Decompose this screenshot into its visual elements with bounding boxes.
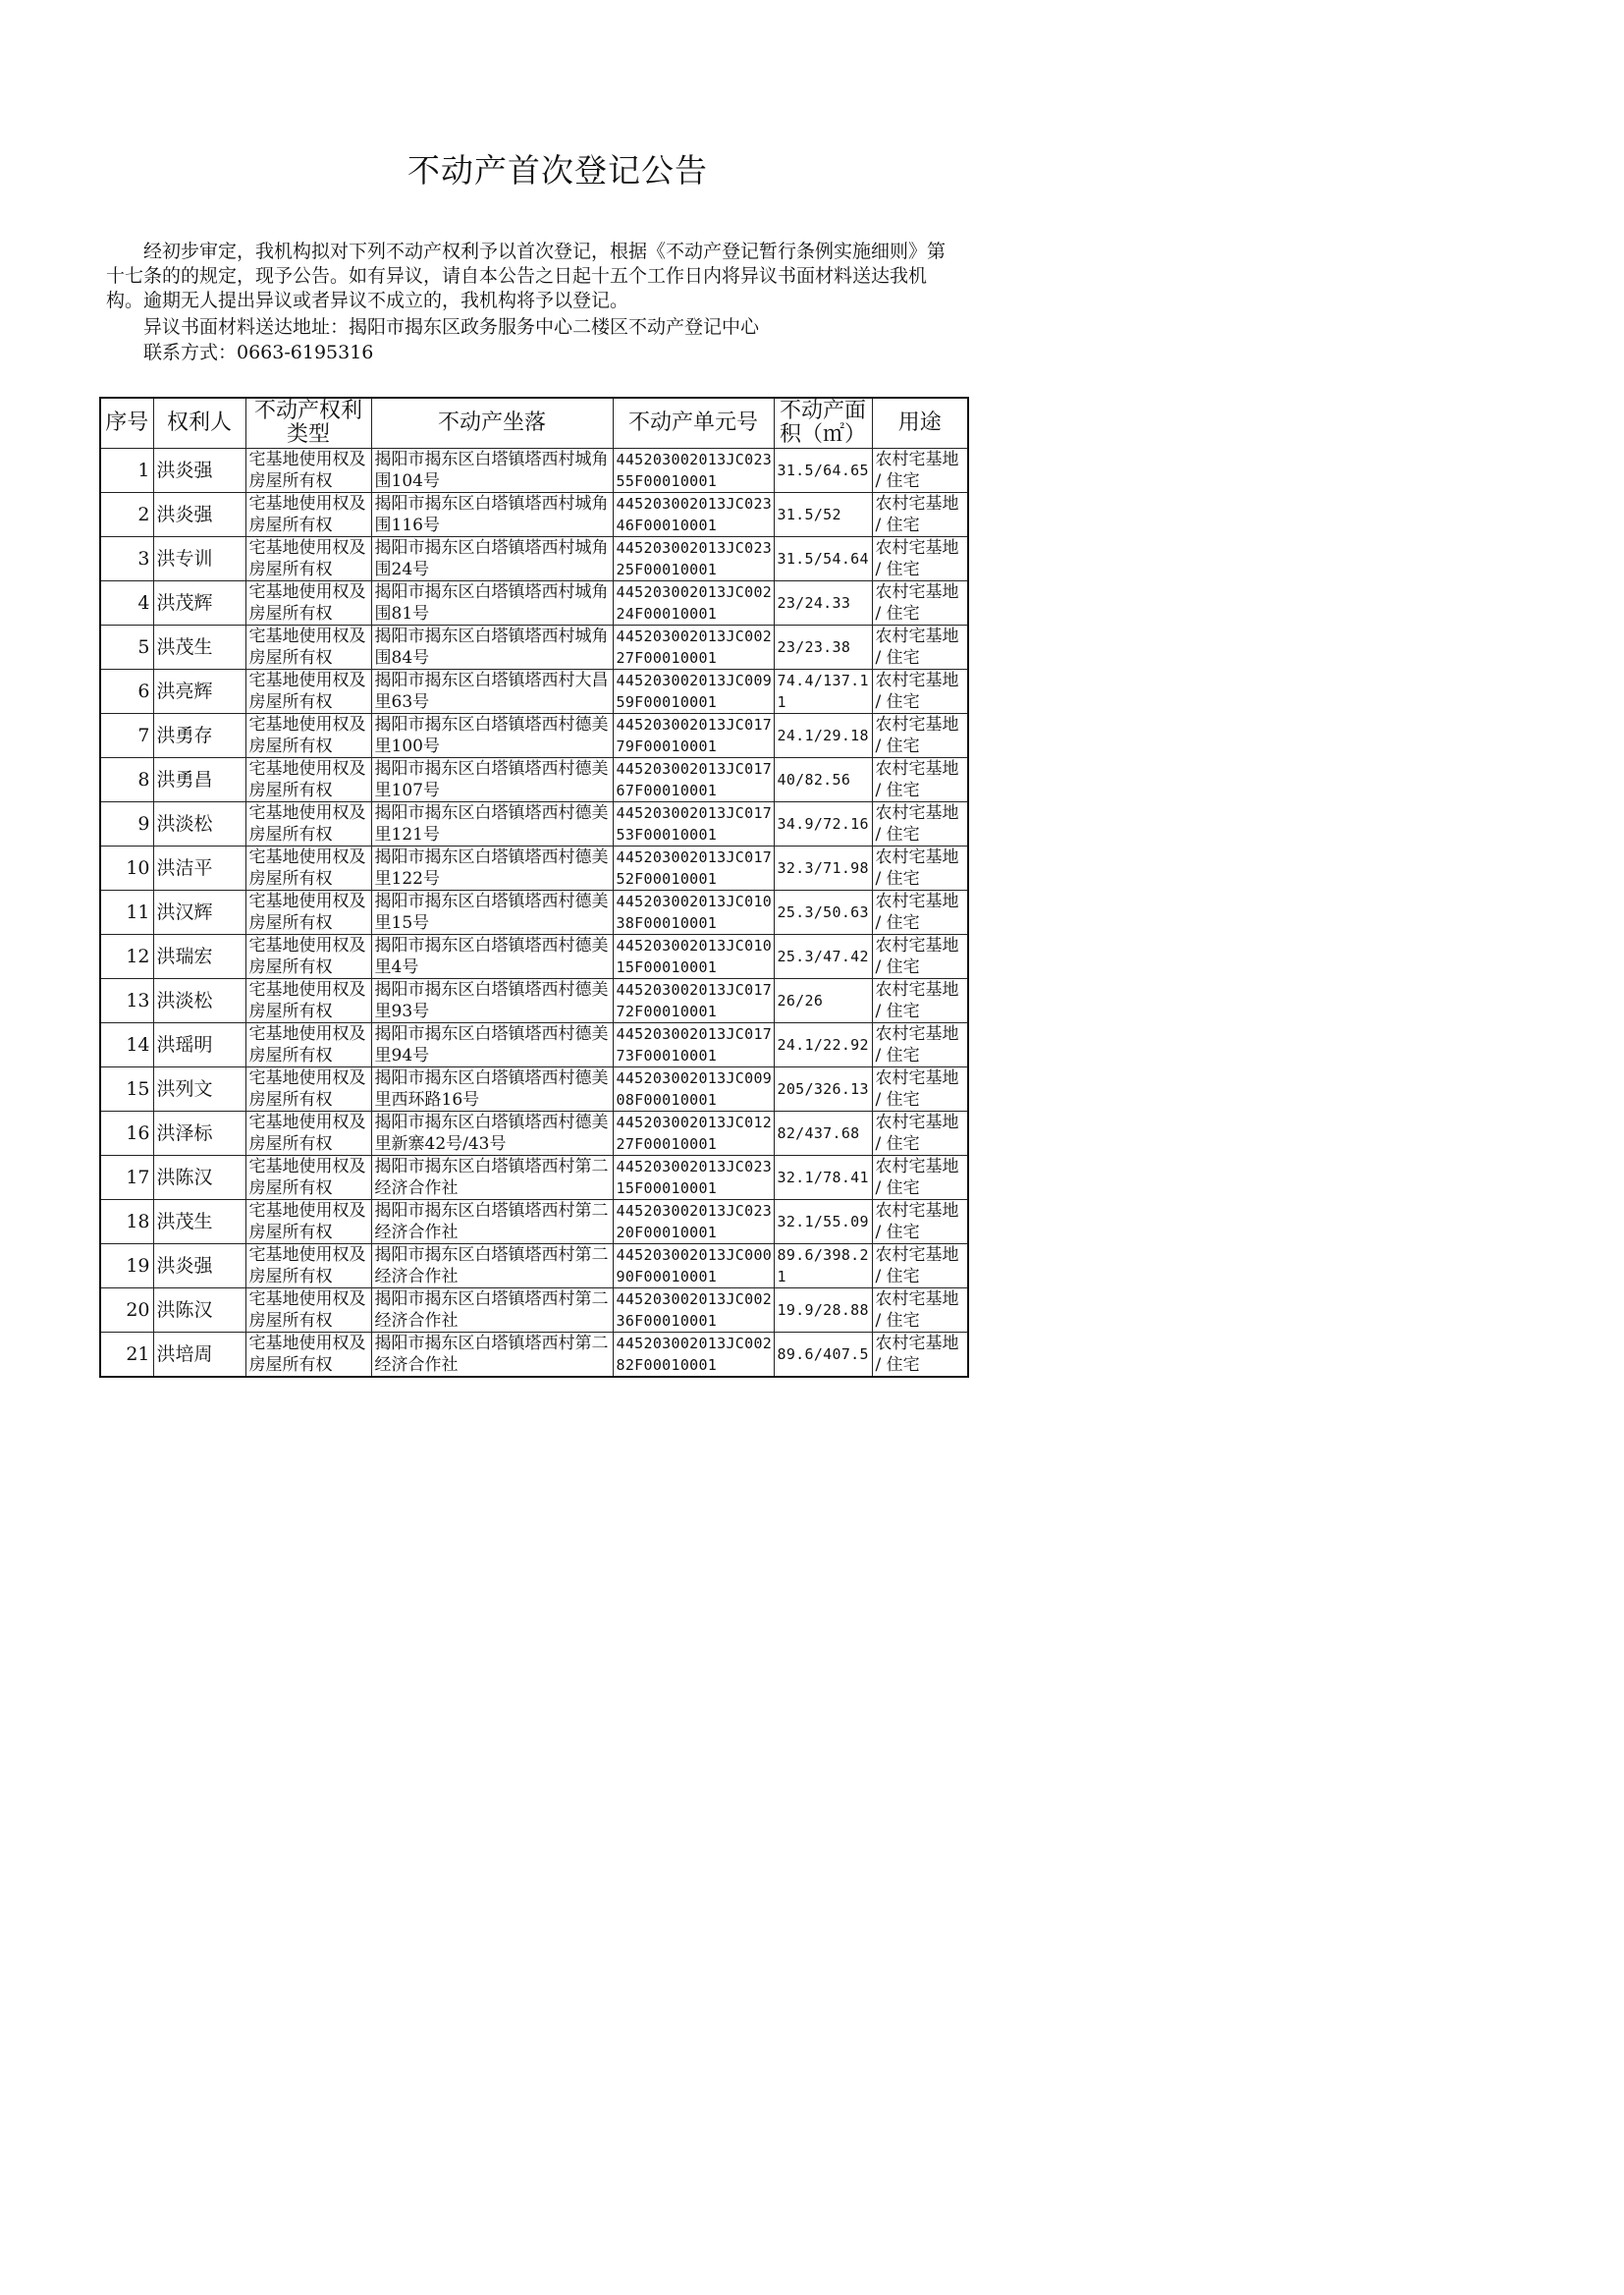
table-row (100, 1333, 968, 1378)
table-row (100, 802, 968, 847)
cell-seq: 13 (100, 979, 153, 1023)
cell-right-type: 宅基地使用权及房屋所有权 (245, 1112, 371, 1156)
cell-area: 24.1/29.18 (774, 714, 872, 758)
cell-seq: 20 (100, 1288, 153, 1333)
cell-use: 农村宅基地 / 住宅 (872, 1244, 968, 1288)
cell-owner: 洪淡松 (153, 979, 245, 1023)
cell-area: 89.6/407.5 (774, 1333, 872, 1378)
cell-location: 揭阳市揭东区白塔镇塔西村第二经济合作社 (371, 1156, 613, 1200)
cell-seq: 9 (100, 802, 153, 847)
cell-area: 19.9/28.88 (774, 1288, 872, 1333)
registration-table (99, 397, 969, 1378)
cell-seq: 10 (100, 847, 153, 891)
cell-unit-number: 445203002013JC00908F00010001 (613, 1067, 774, 1112)
cell-right-type: 宅基地使用权及房屋所有权 (245, 581, 371, 626)
cell-use: 农村宅基地 / 住宅 (872, 935, 968, 979)
table-row (100, 891, 968, 935)
cell-location: 揭阳市揭东区白塔镇塔西村城角围84号 (371, 626, 613, 670)
cell-owner: 洪瑞宏 (153, 935, 245, 979)
cell-seq: 14 (100, 1023, 153, 1067)
cell-unit-number: 445203002013JC01227F00010001 (613, 1112, 774, 1156)
cell-area: 40/82.56 (774, 758, 872, 802)
cell-unit-number: 445203002013JC01779F00010001 (613, 714, 774, 758)
cell-location: 揭阳市揭东区白塔镇塔西村城角围116号 (371, 493, 613, 537)
cell-owner: 洪勇存 (153, 714, 245, 758)
cell-seq: 6 (100, 670, 153, 714)
cell-right-type: 宅基地使用权及房屋所有权 (245, 1244, 371, 1288)
cell-area: 31.5/64.65 (774, 449, 872, 493)
table-row (100, 714, 968, 758)
cell-location: 揭阳市揭东区白塔镇塔西村第二经济合作社 (371, 1244, 613, 1288)
cell-right-type: 宅基地使用权及房屋所有权 (245, 1067, 371, 1112)
cell-location: 揭阳市揭东区白塔镇塔西村德美里西环路16号 (371, 1067, 613, 1112)
cell-seq: 7 (100, 714, 153, 758)
header-right-type: 不动产权利类型 (245, 398, 371, 449)
cell-use: 农村宅基地 / 住宅 (872, 1156, 968, 1200)
cell-use: 农村宅基地 / 住宅 (872, 891, 968, 935)
cell-owner: 洪泽标 (153, 1112, 245, 1156)
cell-use: 农村宅基地 / 住宅 (872, 979, 968, 1023)
table-row (100, 581, 968, 626)
cell-location: 揭阳市揭东区白塔镇塔西村德美里94号 (371, 1023, 613, 1067)
cell-seq: 5 (100, 626, 153, 670)
table-row (100, 1023, 968, 1067)
cell-unit-number: 445203002013JC02355F00010001 (613, 449, 774, 493)
cell-right-type: 宅基地使用权及房屋所有权 (245, 493, 371, 537)
cell-use: 农村宅基地 / 住宅 (872, 581, 968, 626)
table-row (100, 1244, 968, 1288)
cell-area: 32.1/55.09 (774, 1200, 872, 1244)
cell-owner: 洪炎强 (153, 449, 245, 493)
cell-location: 揭阳市揭东区白塔镇塔西村德美里4号 (371, 935, 613, 979)
cell-seq: 16 (100, 1112, 153, 1156)
table-row (100, 1067, 968, 1112)
cell-seq: 15 (100, 1067, 153, 1112)
table-row (100, 979, 968, 1023)
cell-unit-number: 445203002013JC00224F00010001 (613, 581, 774, 626)
cell-area: 26/26 (774, 979, 872, 1023)
cell-right-type: 宅基地使用权及房屋所有权 (245, 449, 371, 493)
cell-location: 揭阳市揭东区白塔镇塔西村大昌里63号 (371, 670, 613, 714)
table-row (100, 670, 968, 714)
cell-owner: 洪勇昌 (153, 758, 245, 802)
cell-owner: 洪培周 (153, 1333, 245, 1378)
cell-use: 农村宅基地 / 住宅 (872, 802, 968, 847)
cell-use: 农村宅基地 / 住宅 (872, 1067, 968, 1112)
cell-right-type: 宅基地使用权及房屋所有权 (245, 1156, 371, 1200)
header-seq: 序号 (100, 398, 153, 449)
table-row (100, 449, 968, 493)
cell-right-type: 宅基地使用权及房屋所有权 (245, 626, 371, 670)
table-row (100, 626, 968, 670)
cell-location: 揭阳市揭东区白塔镇塔西村德美里15号 (371, 891, 613, 935)
table-row (100, 935, 968, 979)
cell-seq: 12 (100, 935, 153, 979)
table-row (100, 493, 968, 537)
cell-location: 揭阳市揭东区白塔镇塔西村城角围81号 (371, 581, 613, 626)
cell-right-type: 宅基地使用权及房屋所有权 (245, 1023, 371, 1067)
cell-use: 农村宅基地 / 住宅 (872, 1288, 968, 1333)
cell-unit-number: 445203002013JC02346F00010001 (613, 493, 774, 537)
cell-area: 31.5/54.64 (774, 537, 872, 581)
cell-location: 揭阳市揭东区白塔镇塔西村城角围24号 (371, 537, 613, 581)
cell-unit-number: 445203002013JC02315F00010001 (613, 1156, 774, 1200)
cell-seq: 1 (100, 449, 153, 493)
cell-location: 揭阳市揭东区白塔镇塔西村德美里121号 (371, 802, 613, 847)
cell-unit-number: 445203002013JC00236F00010001 (613, 1288, 774, 1333)
table-row (100, 1288, 968, 1333)
cell-right-type: 宅基地使用权及房屋所有权 (245, 1288, 371, 1333)
cell-area: 23/24.33 (774, 581, 872, 626)
cell-owner: 洪淡松 (153, 802, 245, 847)
cell-unit-number: 445203002013JC01015F00010001 (613, 935, 774, 979)
cell-seq: 8 (100, 758, 153, 802)
cell-unit-number: 445203002013JC01773F00010001 (613, 1023, 774, 1067)
cell-right-type: 宅基地使用权及房屋所有权 (245, 891, 371, 935)
cell-use: 农村宅基地 / 住宅 (872, 493, 968, 537)
cell-owner: 洪茂生 (153, 1200, 245, 1244)
cell-location: 揭阳市揭东区白塔镇塔西村第二经济合作社 (371, 1288, 613, 1333)
cell-seq: 18 (100, 1200, 153, 1244)
cell-area: 82/437.68 (774, 1112, 872, 1156)
cell-area: 24.1/22.92 (774, 1023, 872, 1067)
header-area: 不动产面积（㎡） (774, 398, 872, 449)
cell-owner: 洪专训 (153, 537, 245, 581)
cell-use: 农村宅基地 / 住宅 (872, 449, 968, 493)
header-owner: 权利人 (153, 398, 245, 449)
cell-unit-number: 445203002013JC00282F00010001 (613, 1333, 774, 1378)
page-title: 不动产首次登记公告 (407, 151, 708, 190)
cell-right-type: 宅基地使用权及房屋所有权 (245, 1333, 371, 1378)
header-use: 用途 (872, 398, 968, 449)
cell-location: 揭阳市揭东区白塔镇塔西村第二经济合作社 (371, 1200, 613, 1244)
cell-area: 25.3/50.63 (774, 891, 872, 935)
cell-owner: 洪列文 (153, 1067, 245, 1112)
cell-use: 农村宅基地 / 住宅 (872, 537, 968, 581)
cell-location: 揭阳市揭东区白塔镇塔西村城角围104号 (371, 449, 613, 493)
cell-unit-number: 445203002013JC01038F00010001 (613, 891, 774, 935)
cell-location: 揭阳市揭东区白塔镇塔西村德美里107号 (371, 758, 613, 802)
cell-location: 揭阳市揭东区白塔镇塔西村德美里122号 (371, 847, 613, 891)
cell-area: 32.3/71.98 (774, 847, 872, 891)
cell-use: 农村宅基地 / 住宅 (872, 626, 968, 670)
cell-area: 23/23.38 (774, 626, 872, 670)
cell-seq: 17 (100, 1156, 153, 1200)
table-row (100, 1156, 968, 1200)
cell-owner: 洪亮辉 (153, 670, 245, 714)
cell-unit-number: 445203002013JC00227F00010001 (613, 626, 774, 670)
cell-area: 74.4/137.11 (774, 670, 872, 714)
cell-owner: 洪陈汉 (153, 1288, 245, 1333)
contact-info: 联系方式：0663-6195316 (143, 342, 374, 363)
cell-right-type: 宅基地使用权及房屋所有权 (245, 935, 371, 979)
cell-use: 农村宅基地 / 住宅 (872, 1112, 968, 1156)
cell-use: 农村宅基地 / 住宅 (872, 847, 968, 891)
cell-owner: 洪炎强 (153, 493, 245, 537)
cell-use: 农村宅基地 / 住宅 (872, 758, 968, 802)
cell-right-type: 宅基地使用权及房屋所有权 (245, 670, 371, 714)
cell-owner: 洪汉辉 (153, 891, 245, 935)
cell-owner: 洪陈汉 (153, 1156, 245, 1200)
cell-area: 89.6/398.21 (774, 1244, 872, 1288)
table-row (100, 847, 968, 891)
cell-owner: 洪瑶明 (153, 1023, 245, 1067)
cell-unit-number: 445203002013JC01767F00010001 (613, 758, 774, 802)
cell-unit-number: 445203002013JC00090F00010001 (613, 1244, 774, 1288)
cell-location: 揭阳市揭东区白塔镇塔西村第二经济合作社 (371, 1333, 613, 1378)
cell-unit-number: 445203002013JC01752F00010001 (613, 847, 774, 891)
cell-right-type: 宅基地使用权及房屋所有权 (245, 979, 371, 1023)
cell-area: 32.1/78.41 (774, 1156, 872, 1200)
cell-seq: 3 (100, 537, 153, 581)
cell-right-type: 宅基地使用权及房屋所有权 (245, 802, 371, 847)
cell-seq: 11 (100, 891, 153, 935)
cell-area: 34.9/72.16 (774, 802, 872, 847)
table-row (100, 1112, 968, 1156)
objection-address: 异议书面材料送达地址：揭阳市揭东区政务服务中心二楼区不动产登记中心 (143, 316, 760, 338)
cell-owner: 洪炎强 (153, 1244, 245, 1288)
cell-owner: 洪洁平 (153, 847, 245, 891)
cell-area: 31.5/52 (774, 493, 872, 537)
cell-location: 揭阳市揭东区白塔镇塔西村德美里新寨42号/43号 (371, 1112, 613, 1156)
cell-right-type: 宅基地使用权及房屋所有权 (245, 537, 371, 581)
cell-right-type: 宅基地使用权及房屋所有权 (245, 714, 371, 758)
table-row (100, 1200, 968, 1244)
cell-right-type: 宅基地使用权及房屋所有权 (245, 1200, 371, 1244)
cell-unit-number: 445203002013JC00959F00010001 (613, 670, 774, 714)
cell-seq: 4 (100, 581, 153, 626)
cell-location: 揭阳市揭东区白塔镇塔西村德美里93号 (371, 979, 613, 1023)
cell-unit-number: 445203002013JC02325F00010001 (613, 537, 774, 581)
cell-owner: 洪茂辉 (153, 581, 245, 626)
cell-location: 揭阳市揭东区白塔镇塔西村德美里100号 (371, 714, 613, 758)
cell-seq: 2 (100, 493, 153, 537)
cell-use: 农村宅基地 / 住宅 (872, 1023, 968, 1067)
cell-right-type: 宅基地使用权及房屋所有权 (245, 847, 371, 891)
cell-area: 25.3/47.42 (774, 935, 872, 979)
cell-use: 农村宅基地 / 住宅 (872, 1333, 968, 1378)
cell-use: 农村宅基地 / 住宅 (872, 1200, 968, 1244)
cell-seq: 21 (100, 1333, 153, 1378)
cell-owner: 洪茂生 (153, 626, 245, 670)
cell-unit-number: 445203002013JC01753F00010001 (613, 802, 774, 847)
table-row (100, 537, 968, 581)
cell-use: 农村宅基地 / 住宅 (872, 670, 968, 714)
table-row (100, 758, 968, 802)
header-location: 不动产坐落 (371, 398, 613, 449)
cell-right-type: 宅基地使用权及房屋所有权 (245, 758, 371, 802)
cell-unit-number: 445203002013JC02320F00010001 (613, 1200, 774, 1244)
cell-area: 205/326.13 (774, 1067, 872, 1112)
cell-unit-number: 445203002013JC01772F00010001 (613, 979, 774, 1023)
intro-paragraph: 经初步审定，我机构拟对下列不动产权利予以首次登记，根据《不动产登记暂行条例实施细则》第十七条的的规定，现予公告。如有异议，请自本公告之日起十五个工作日内将异议书面材料送达我机构。逾期无人提出异议或者异议不成立的，我机构将予以登记。 (106, 241, 947, 311)
cell-use: 农村宅基地 / 住宅 (872, 714, 968, 758)
cell-seq: 19 (100, 1244, 153, 1288)
table-header-row (100, 398, 968, 449)
header-unit-number: 不动产单元号 (613, 398, 774, 449)
